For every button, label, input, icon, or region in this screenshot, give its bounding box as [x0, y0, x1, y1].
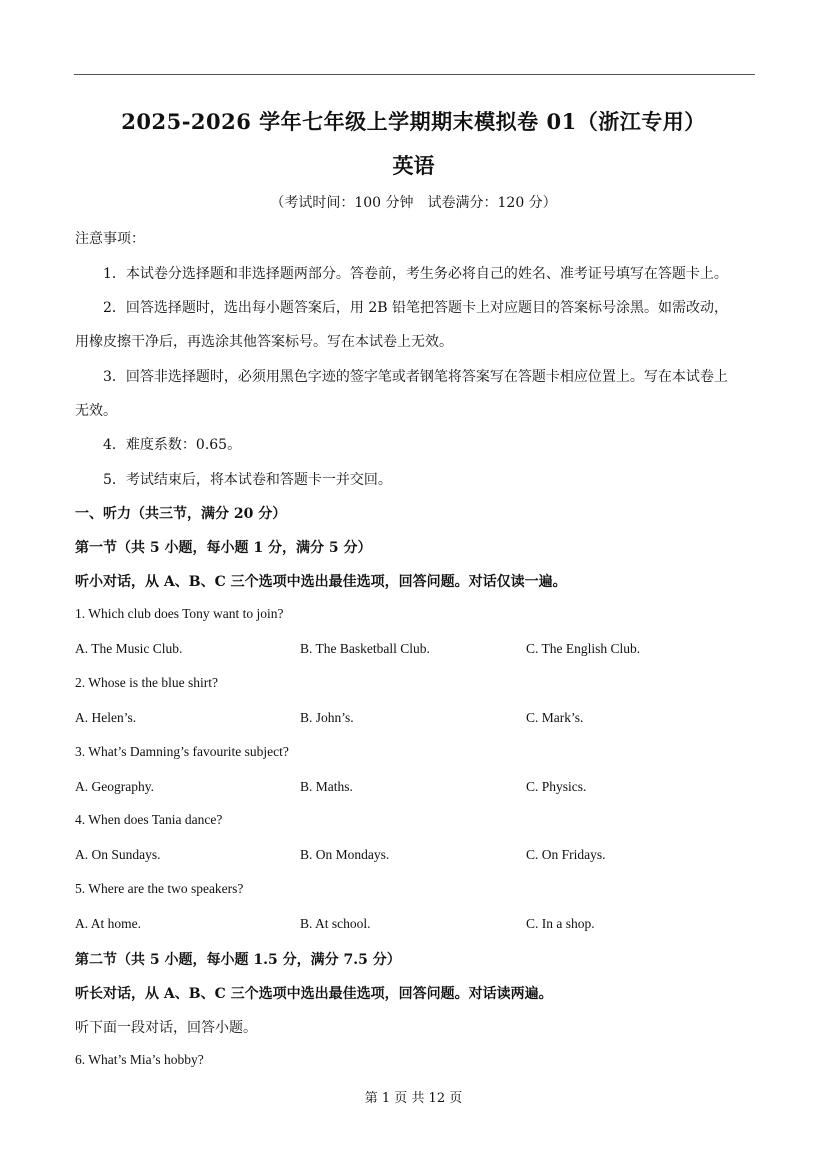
note-item-5: 5．考试结束后，将本试卷和答题卡一并交回。 — [103, 472, 392, 488]
note-item-2-line-2: 用橡皮擦干净后，再选涂其他答案标号。写在本试卷上无效。 — [75, 334, 453, 350]
notes-heading: 注意事项： — [75, 231, 145, 247]
question-3: 3. What’s Damning’s favourite subject? — [75, 744, 289, 759]
q2-option-a: A. Helen’s. — [75, 710, 137, 725]
note-item-4: 4．难度系数：0.65。 — [103, 437, 242, 453]
document-subject: 英语 — [392, 153, 435, 178]
q3-option-c: C. Physics. — [526, 779, 587, 794]
q3-option-b: B. Maths. — [300, 779, 353, 794]
q2-option-c: C. Mark’s. — [526, 710, 584, 725]
q4-option-a: A. On Sundays. — [75, 847, 161, 862]
note-item-1: 1．本试卷分选择题和非选择题两部分。答卷前，考生务必将自己的姓名、准考证号填写在答题卡上。 — [103, 266, 728, 282]
document-title: 2025-2026 学年七年级上学期期末模拟卷 01（浙江专用） — [121, 109, 706, 134]
part1-instruction: 听小对话，从 A、B、C 三个选项中选出最佳选项，回答问题。对话仅读一遍。 — [75, 574, 567, 590]
exam-info: （考试时间：100 分钟 试卷满分：120 分） — [270, 195, 557, 211]
q2-option-b: B. John’s. — [300, 710, 354, 725]
q1-option-c: C. The English Club. — [526, 641, 641, 656]
q1-option-b: B. The Basketball Club. — [300, 641, 430, 656]
q3-option-a: A. Geography. — [75, 779, 154, 794]
question-1: 1. Which club does Tony want to join? — [75, 606, 284, 621]
note-item-3-line-1: 3．回答非选择题时，必须用黑色字迹的签字笔或者钢笔将答案写在答题卡相应位置上。写在本试卷上 — [103, 369, 728, 385]
question-2: 2. Whose is the blue shirt? — [75, 675, 218, 690]
part2-note: 听下面一段对话，回答小题。 — [75, 1020, 257, 1036]
q1-option-a: A. The Music Club. — [75, 641, 183, 656]
note-item-3-line-2: 无效。 — [75, 403, 117, 419]
question-5: 5. Where are the two speakers? — [75, 881, 244, 896]
q5-option-a: A. At home. — [75, 916, 141, 931]
q5-option-b: B. At school. — [300, 916, 371, 931]
part2-heading: 第二节（共 5 小题，每小题 1.5 分，满分 7.5 分） — [75, 952, 401, 968]
q4-option-b: B. On Mondays. — [300, 847, 390, 862]
part1-heading: 第一节（共 5 小题，每小题 1 分，满分 5 分） — [75, 540, 372, 556]
question-4: 4. When does Tania dance? — [75, 812, 223, 827]
question-6: 6. What’s Mia’s hobby? — [75, 1052, 204, 1067]
q4-option-c: C. On Fridays. — [526, 847, 606, 862]
q5-option-c: C. In a shop. — [526, 916, 595, 931]
header-rule — [74, 74, 755, 75]
section-heading: 一、听力（共三节，满分 20 分） — [75, 506, 287, 522]
part2-instruction: 听长对话，从 A、B、C 三个选项中选出最佳选项，回答问题。对话读两遍。 — [75, 986, 553, 1002]
page-footer: 第 1 页 共 12 页 — [364, 1091, 463, 1106]
note-item-2-line-1: 2．回答选择题时，选出每小题答案后，用 2B 铅笔把答题卡上对应题目的答案标号涂黑。如需改动， — [103, 300, 729, 316]
